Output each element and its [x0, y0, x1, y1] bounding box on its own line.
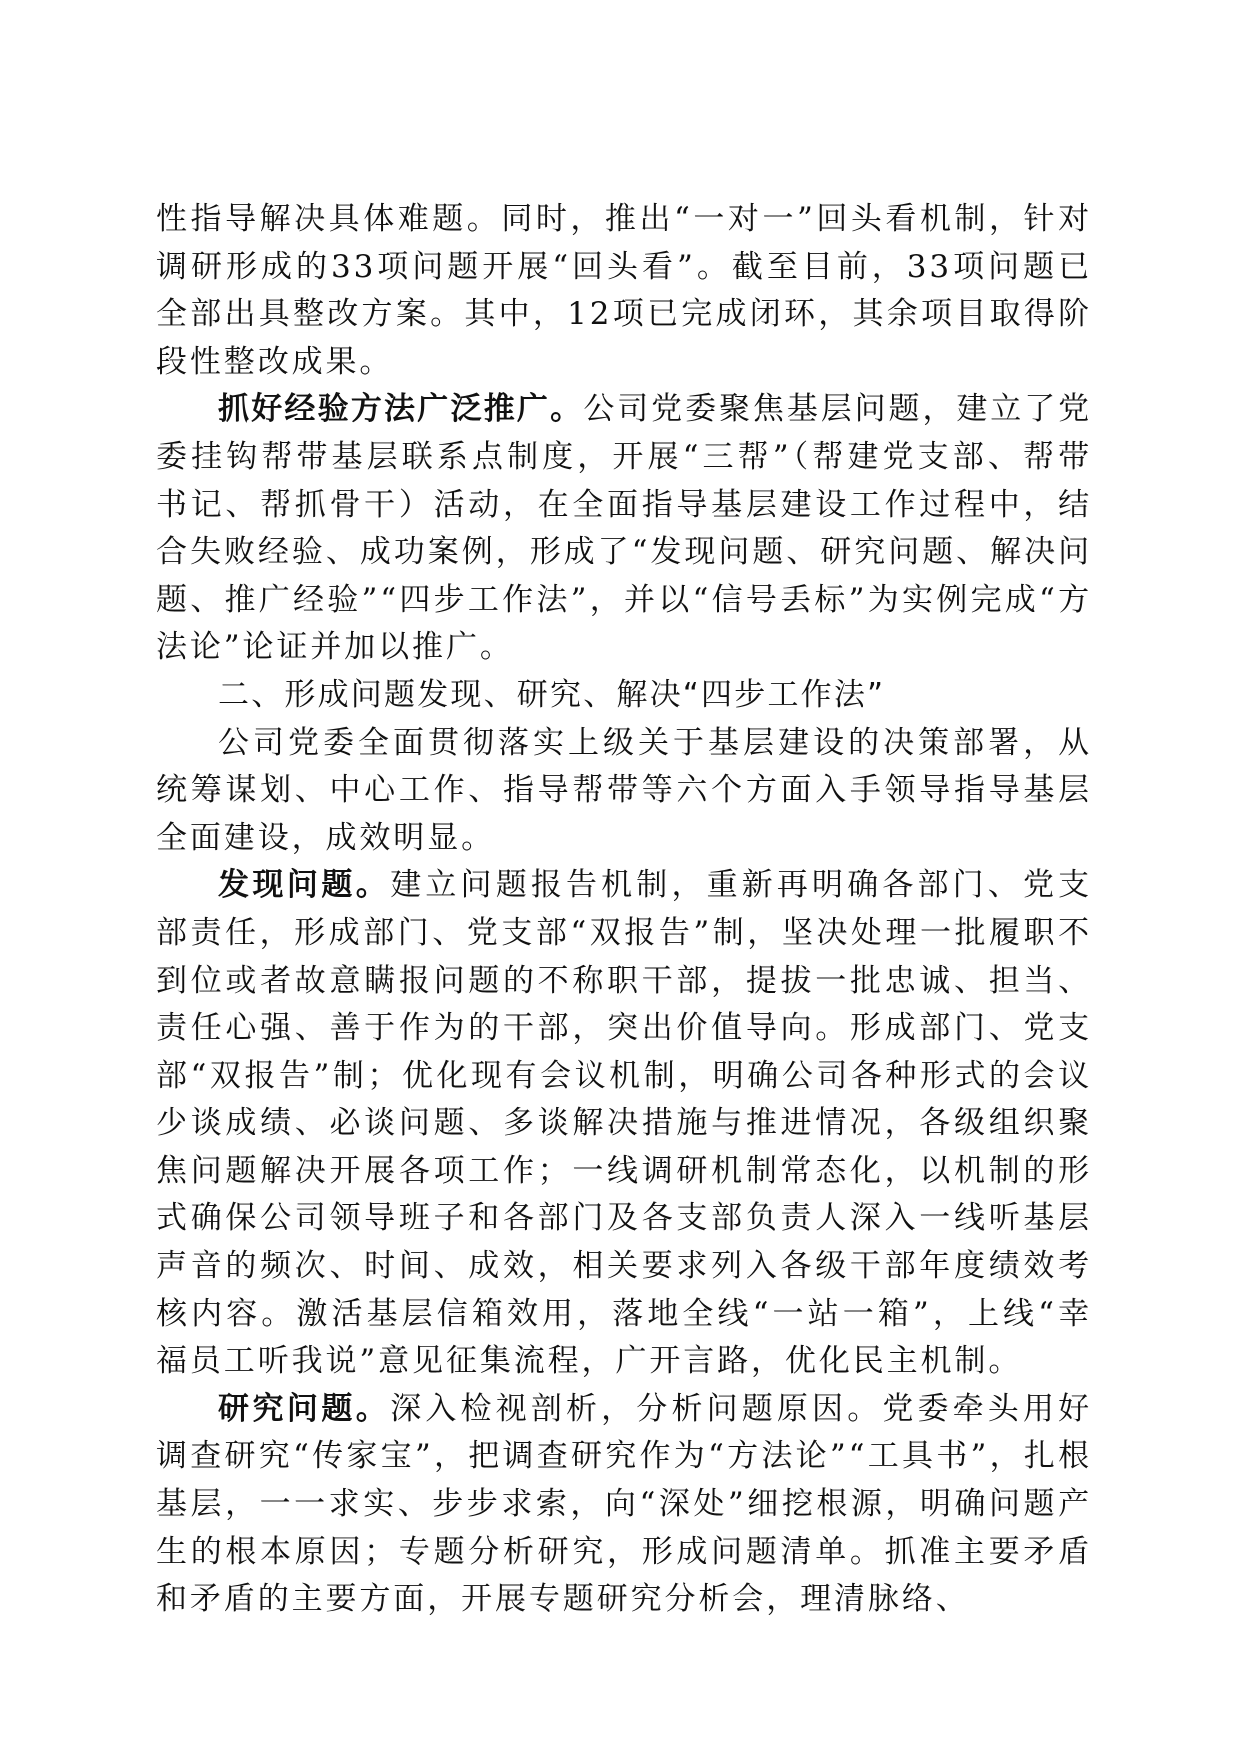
paragraph-continuation: [156, 196, 1092, 386]
paragraph-text: 公司党委全面贯彻落实上级关于基层建设的决策部署，从统筹谋划、中心工作、指导帮带等六个方面入手领导指导基层全面建设，成效明显。: [156, 724, 1092, 856]
section-heading: 二、形成问题发现、研究、解决“四步工作法”: [218, 676, 886, 713]
paragraph-lead: 抓好经验方法广泛推广。: [218, 391, 584, 428]
paragraph-text: 公司党委聚焦基层问题，建立了党委挂钩帮带基层联系点制度，开展“三帮”（帮建党支部、帮带书记、帮抓骨干）活动，在全面指导基层建设工作过程中，结合失败经验、成功案例，形成了“发现问题、研究问题、解决问题、推广经验”“四步工作法”，并以“信号丢标”为实例完成“方法论”论证并加以推广。: [156, 391, 1093, 666]
paragraph-lead: 研究问题。: [218, 1390, 391, 1427]
paragraph-text: 建立问题报告机制，重新再明确各部门、党支部责任，形成部门、党支部“双报告”制，坚决处理一批履职不到位或者故意瞒报问题的不称职干部，提拔一批忠诚、担当、责任心强、善于作为的干部，突出价值导向。形成部门、党支部“双报告”制；优化现有会议机制，明确公司各种形式的会议少谈成绩、必谈问题、多谈解决措施与推进情况，各级组织聚焦问题解决开展各项工作；一线调研机制常态化，以机制的形式确保公司领导班子和各部门及各支部负责人深入一线听基层声音的频次、时间、成效，相关要求列入各级干部年度绩效考核内容。激活基层信箱效用，落地全线“一站一箱”，上线“幸福员工听我说”意见征集流程，广开言路，优化民主机制。: [156, 867, 1092, 1380]
paragraph-promotion: [156, 386, 1092, 672]
paragraph-discover: [156, 862, 1092, 1386]
paragraph-text: 性指导解决具体难题。同时，推出“一对一”回头看机制，针对调研形成的33项问题开展“回头看”。截至目前，33项问题已全部出具整改方案。其中，12项已完成闭环，其余项目取得阶段性整改成果。: [156, 201, 1092, 380]
document-page: [156, 196, 1092, 1624]
paragraph-research: [156, 1386, 1092, 1624]
paragraph-text: 深入检视剖析，分析问题原因。党委牵头用好调查研究“传家宝”，把调查研究作为“方法论”“工具书”，扎根基层，一一求实、步步求索，向“深处”细挖根源，明确问题产生的根本原因；专题分析研究，形成问题清单。抓准主要矛盾和矛盾的主要方面，开展专题研究分析会，理清脉络、: [156, 1390, 1092, 1618]
paragraph-intro: [156, 720, 1092, 863]
paragraph-lead: 发现问题。: [218, 867, 391, 904]
